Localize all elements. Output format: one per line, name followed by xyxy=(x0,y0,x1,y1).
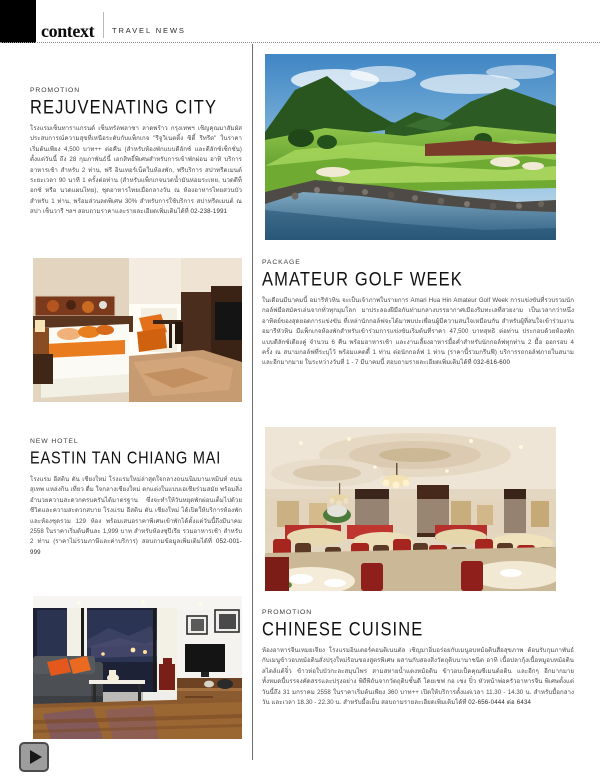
article-amateur-golf-week xyxy=(262,258,574,369)
play-triangle-icon xyxy=(30,750,42,764)
play-button[interactable] xyxy=(19,742,49,772)
article-headline: AMATEUR GOLF WEEK xyxy=(262,269,463,291)
restaurant-photo xyxy=(265,427,556,591)
column-divider xyxy=(252,44,253,760)
article-phone: 02-238-1991 xyxy=(190,208,228,216)
article-body-text: ในเดือนมีนาคมนี้ อมารีหัวหิน จะเป็นเจ้าภาพในรายการ Amari Hua Hin Amateur Golf Week การแข่งขันที่รวบรวมนักกอล์ฟมือสมัครเล่นจากทั่วทุกมุมโลก มาประลองฝีมือกันท่ามกลางบรรยากาศเมืองริมทะเลที่สวยงาม เป็นเวลากว่าหนึ่งอาทิตย์ของสุดยอดการแข่งขัน ที่เหล่านักกอล์ฟจะได้มาพบปะเพื่อนผู้มีความสนใจเหมือนกัน สำหรับผู้ที่สนใจเข้าร่วมงาน อมารีหัวหิน มีแพ็กเกจห้องพักสำหรับเข้าร่วมการแข่งขันเริ่มต้นที่ราคา 47,500 บาทสุทธิ ต่อท่าน ประกอบด้วยห้องพักแบบดีลักซ์เตียงคู่ จำนวน 6 คืน พร้อมอาหารเช้า และงานเลี้ยงอาหารมื้อค่ำสำหรับนักกอล์ฟทุกท่าน 2 มื้อ ออกรอบ 4 ครั้ง ณ สนามกอล์ฟที่ระบุไว้ พร้อมแคดดี้ 1 ท่าน ต่อนักกอล์ฟ 1 ท่าน (ราคานี้รวมกรีนฟี) บริการรถกอล์ฟภายในสนาม และอีกมากมาย ในระหว่างวันที่ 1 - 7 มีนาคมนี้ สอบถามรายละเอียดเพิ่มเติมได้ที่ xyxy=(262,297,574,367)
masthead-black-block xyxy=(0,0,36,43)
article-kicker: PROMOTION xyxy=(30,87,81,94)
article-body-text: ห้องอาหารจีนเหมยเจียง โรงแรมอินเตอร์คอนติเนนตัล เชิญมาอิ่มอร่อยกับเมนูอบหม้อดินสื่อสุขภาพ ต้อนรับกุมภาพันธ์ กับเมนูข้าวอบหม้อดินสั่งปรุงใหม่ร้อนของสูตรพิเศษ ผสานกับสองสิ่งวัตถุดิบนานาชนิด อาทิ เนื้อปลากุ้งเนื้อหมูอบหม้อดินสไตล์แต้จิ๋ว ข้าวห่อใบบัวกะละสมุนไพร สามสหายน้ำแดงหม้อดิน ข้าวอบเป็ดคุณซีเมนต์อดิน และอีกๆ อีกมากมาย ทั้งหมดนี้บรรจงคัดสรรและปรุงอย่าง พิถีพิถันจากวัตถุดิบชั้นดี โดยเชฟ กอ เชง ปิ๋ว หัวหน้าพ่อครัวอาหารจีน พิเศษตั้งแต่วันนี้ถึง 31 มกราคม 2558 ในราคาเริ่มต้นเพียง 360 บาท++ เปิดให้บริการตั้งแต่เวลา 11.30 - 14.30 น. สำหรับมื้อกลางวัน และเวลา 18.30 - 22.30 น. สำหรับมื้อเย็น สอบถามรายละเอียดเพิ่มเติมได้ที่ xyxy=(262,647,574,707)
article-kicker: PROMOTION xyxy=(262,609,313,616)
article-headline: REJUVENATING CITY xyxy=(30,97,218,119)
masthead xyxy=(0,0,600,44)
article-body xyxy=(262,296,574,369)
article-headline: CHINESE CUISINE xyxy=(262,619,424,641)
article-body xyxy=(30,475,242,558)
article-phone: 02-656-0444 ต่อ 6434 xyxy=(468,699,532,707)
article-body xyxy=(30,124,242,218)
article-rejuvenating-city xyxy=(30,86,242,218)
article-headline: EASTIN TAN CHIANG MAI xyxy=(30,449,222,469)
masthead-logo: context xyxy=(41,21,95,41)
article-phone: 052-001-999 xyxy=(30,538,242,556)
article-body-text: โรงแรม อีสติน ตัน เชียงใหม่ โรงแรมใหม่ล่าสุดใจกลางถนนนิมมานเหมินท์ ถนนสุเทพ แหล่งกิน เที่ยว ดื่ม ใจกลางเชียงใหม่ ตกแต่งในแบบเอเชียร่วมสมัย พร้อมสิ่งอำนวยความสะดวกครบครันได้มาตรฐาน ซึ่งจะทำให้วันหยุดพักผ่อนเต็มไปด้วยชีวิตและความสะดวกสบาย โรงแรม อีสติน ตัน เชียงใหม่ ได้เปิดให้บริการห้องพักและห้องชุดรวม 129 ห้อง พร้อมเสนอราคาพิเศษเข้าพักได้ตั้งแต่วันนี้ถึงมีนาคม 2558 ในราคาเริ่มต้นคืนละ 1,999 บาท สำหรับห้องซุปีเรีย รวมอาหารเช้า สำหรับ 2 ท่าน (ราคาไม่รวมภาษีและค่าบริการ) สอบถามข้อมูลเพิ่มเติมได้ที่ xyxy=(30,476,242,546)
article-chinese-cuisine xyxy=(262,608,574,708)
masthead-section-label: TRAVEL NEWS xyxy=(112,26,186,35)
masthead-dotted-rule xyxy=(0,42,600,43)
article-eastin-tan-chiang-mai xyxy=(30,437,242,558)
article-kicker: PACKAGE xyxy=(262,259,301,266)
article-body-text: โรงแรมเซ็นทาราแกรนด์ เซ็นทรัลพลาซา ลาดพร้าว กรุงเทพฯ เชิญคุณมาสัมผัสประสบการณ์ความสุขที่เหนือระดับกับแพ็กเกจ "รีจูวิเนตติ้ง ซิตี้ รีทรีต" ในราคาเริ่มต้นเพียง 4,500 บาท++ ต่อคืน (สำหรับห้องพักแบบดีลักซ์ และดีลักซ์เซ็กชั่น) ตั้งแต่วันนี้ ถึง 28 กุมภาพันธ์นี้ เอกสิทธิ์พิเศษสำหรับการเข้าพักผ่อน อาทิ บริการอาหารเช้า สำหรับ 2 ท่าน, ฟรี อินเทอร์เน็ตในห้องพัก, ฟรีบริการ สปาทรีตเมนต์ ระยะเวลา 90 นาที 1 ครั้งต่อท่าน (สำหรับแพ็กเกจนวดน้ำมันหอมระเหย, นวดดีท็อกซ์ หรือ นวดแผนไทย), ชุดอาหารไทยเมื่อกลางวัน ณ ห้องอาหารไทยสวนบัว สำหรับ 1 ท่าน, พร้อมส่วนลดพิเศษ 30% สำหรับการใช้บริการ สปาทรีตเมนต์ ณ สปา เซ็นวารี ฯลฯ สอบถามราคาและรายละเอียดเพิ่มเติมได้ที่ xyxy=(30,125,242,216)
hotel-room-photo xyxy=(33,258,242,402)
masthead-divider xyxy=(103,12,104,38)
article-phone: 032-616-600 xyxy=(473,359,511,367)
lounge-photo xyxy=(33,596,242,739)
article-kicker: NEW HOTEL xyxy=(30,438,79,445)
golf-course-photo xyxy=(265,54,556,240)
article-body xyxy=(262,646,574,708)
